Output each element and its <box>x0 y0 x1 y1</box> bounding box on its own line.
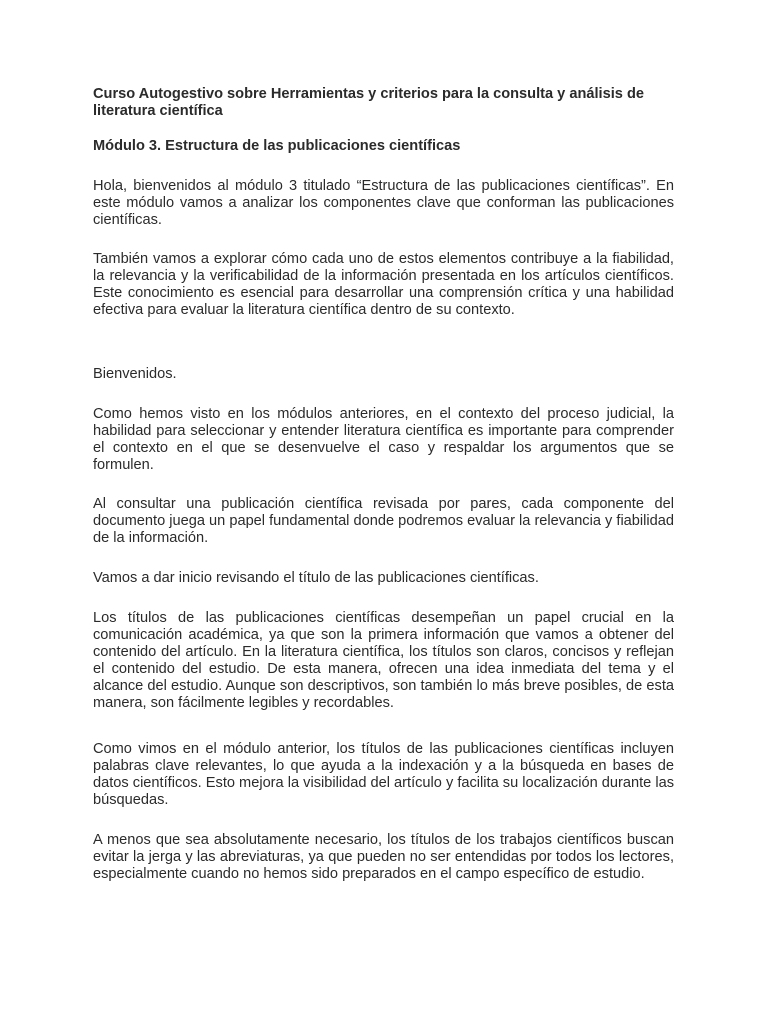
paragraph-peer-review: Al consultar una publicación científica revisada por pares, cada componente del documento juega un papel fundamental donde podremos evaluar la relevancia y fiabilidad de la información. <box>93 496 674 546</box>
paragraph-explore: También vamos a explorar cómo cada uno de estos elementos contribuye a la fiabilidad, la relevancia y la verificabilidad de la información presentada en los artículos científicos. Este conocimiento es esencial para desarrollar una comprensión crítica y una habilidad efectiva para evaluar la literatura científica dentro de su contexto. <box>93 251 674 318</box>
paragraph-jargon: A menos que sea absolutamente necesario, los títulos de los trabajos científicos buscan evitar la jerga y las abreviaturas, ya que pueden no ser entendidas por todos los lectores, especialmente cuando no hemos sido preparados en el campo específico de estudio. <box>93 832 674 882</box>
course-title: Curso Autogestivo sobre Herramientas y criterios para la consulta y análisis de literatura científica <box>93 86 644 119</box>
document-page <box>93 86 674 882</box>
paragraph-title-intro: Vamos a dar inicio revisando el título de las publicaciones científicas. <box>93 570 539 586</box>
paragraph-titles-role: Los títulos de las publicaciones científicas desempeñan un papel crucial en la comunicación académica, ya que son la primera información que vamos a obtener del contenido del artículo. En la literatura científica, los títulos son claros, concisos y reflejan el contenido del estudio. De esta manera, ofrecen una idea inmediata del tema y el alcance del estudio. Aunque son descriptivos, son también lo más breve posibles, de esta manera, son fácilmente legibles y recordables. <box>93 610 674 711</box>
paragraph-context: Como hemos visto en los módulos anteriores, en el contexto del proceso judicial, la habilidad para seleccionar y entender literatura científica es importante para comprender el contexto en el que se desenvuelve el caso y respaldar los argumentos que se formulen. <box>93 406 674 473</box>
module-title: Módulo 3. Estructura de las publicaciones científicas <box>93 138 461 154</box>
paragraph-welcome: Bienvenidos. <box>93 366 177 382</box>
paragraph-intro: Hola, bienvenidos al módulo 3 titulado “Estructura de las publicaciones científicas”. En este módulo vamos a analizar los componentes clave que conforman las publicaciones científicas. <box>93 178 674 228</box>
paragraph-keywords: Como vimos en el módulo anterior, los títulos de las publicaciones científicas incluyen palabras clave relevantes, lo que ayuda a la indexación y a la búsqueda en bases de datos científicos. Esto mejora la visibilidad del artículo y facilita su localización durante las búsquedas. <box>93 741 674 808</box>
